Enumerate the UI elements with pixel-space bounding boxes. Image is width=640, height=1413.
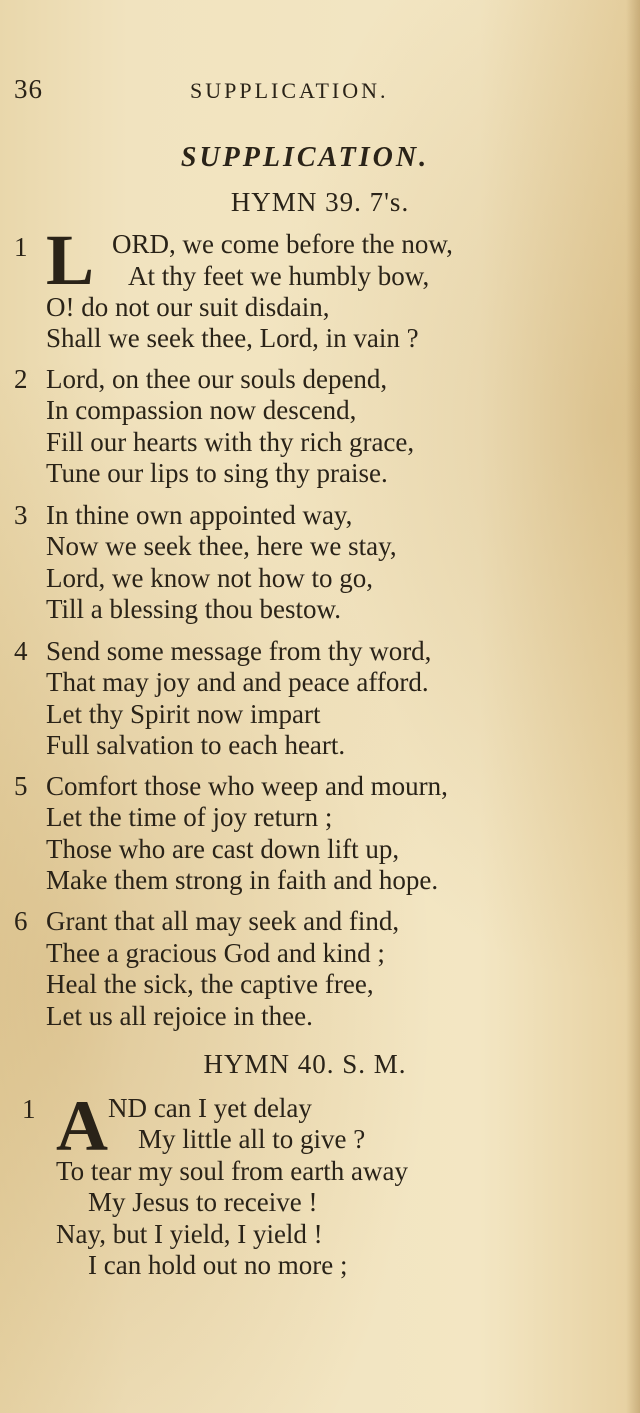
verse-line: Send some message from thy word, [46, 636, 432, 666]
verse-line: ORD, we come before the now, [112, 229, 453, 259]
stanza-number: 4 [14, 636, 28, 666]
verse-line: In compassion now descend, [46, 395, 357, 425]
section-title: SUPPLICATION. [180, 142, 430, 173]
verse-line: Tune our lips to sing thy praise. [46, 458, 388, 488]
verse-line: ND can I yet delay [108, 1093, 312, 1123]
verse-line: Let the time of joy return ; [46, 802, 333, 832]
drop-cap: L [46, 220, 95, 300]
stanza-number: 3 [14, 500, 28, 530]
verse-line: To tear my soul from earth away [56, 1156, 408, 1186]
verse-line: My little all to give ? [138, 1124, 366, 1154]
verse-line: I can hold out no more ; [88, 1250, 348, 1280]
running-title: SUPPLICATION. [190, 78, 389, 103]
verse-line: Make them strong in faith and hope. [46, 865, 439, 895]
page-number: 36 [14, 74, 43, 104]
verse-line: O! do not our suit disdain, [46, 292, 330, 322]
drop-cap: A [56, 1086, 108, 1166]
stanza-number: 6 [14, 906, 28, 936]
verse-line: Lord, we know not how to go, [46, 563, 373, 593]
verse-line: At thy feet we humbly bow, [128, 261, 430, 291]
verse-line: Nay, but I yield, I yield ! [56, 1219, 323, 1249]
verse-line: Shall we seek thee, Lord, in vain ? [46, 323, 419, 353]
verse-line: Comfort those who weep and mourn, [46, 771, 448, 801]
running-head [0, 74, 640, 114]
verse-line: Full salvation to each heart. [46, 730, 346, 760]
verse-line: Lord, on thee our souls depend, [46, 364, 388, 394]
stanza-number: 2 [14, 364, 28, 394]
verse-line: Grant that all may seek and find, [46, 906, 400, 936]
stanza-number: 1 [14, 232, 28, 262]
stanza-number: 1 [22, 1094, 36, 1124]
stanza-number: 5 [14, 771, 28, 801]
verse-line: Thee a gracious God and kind ; [46, 938, 385, 968]
verse-line: Those who are cast down lift up, [46, 834, 400, 864]
verse-line: Now we seek thee, here we stay, [46, 531, 397, 561]
verse-line: Till a blessing thou bestow. [46, 594, 342, 624]
verse-line: Heal the sick, the captive free, [46, 969, 374, 999]
verse-line: Let us all rejoice in thee. [46, 1001, 313, 1031]
verse-line: That may joy and and peace afford. [46, 667, 429, 697]
verse-line: In thine own appointed way, [46, 500, 353, 530]
verse-line: Fill our hearts with thy rich grace, [46, 427, 415, 457]
hymn-39-heading: HYMN 39. 7's. [230, 187, 410, 217]
verse-line: My Jesus to receive ! [88, 1187, 318, 1217]
verse-line: Let thy Spirit now impart [46, 699, 321, 729]
hymn-40-heading: HYMN 40. S. M. [203, 1049, 407, 1079]
